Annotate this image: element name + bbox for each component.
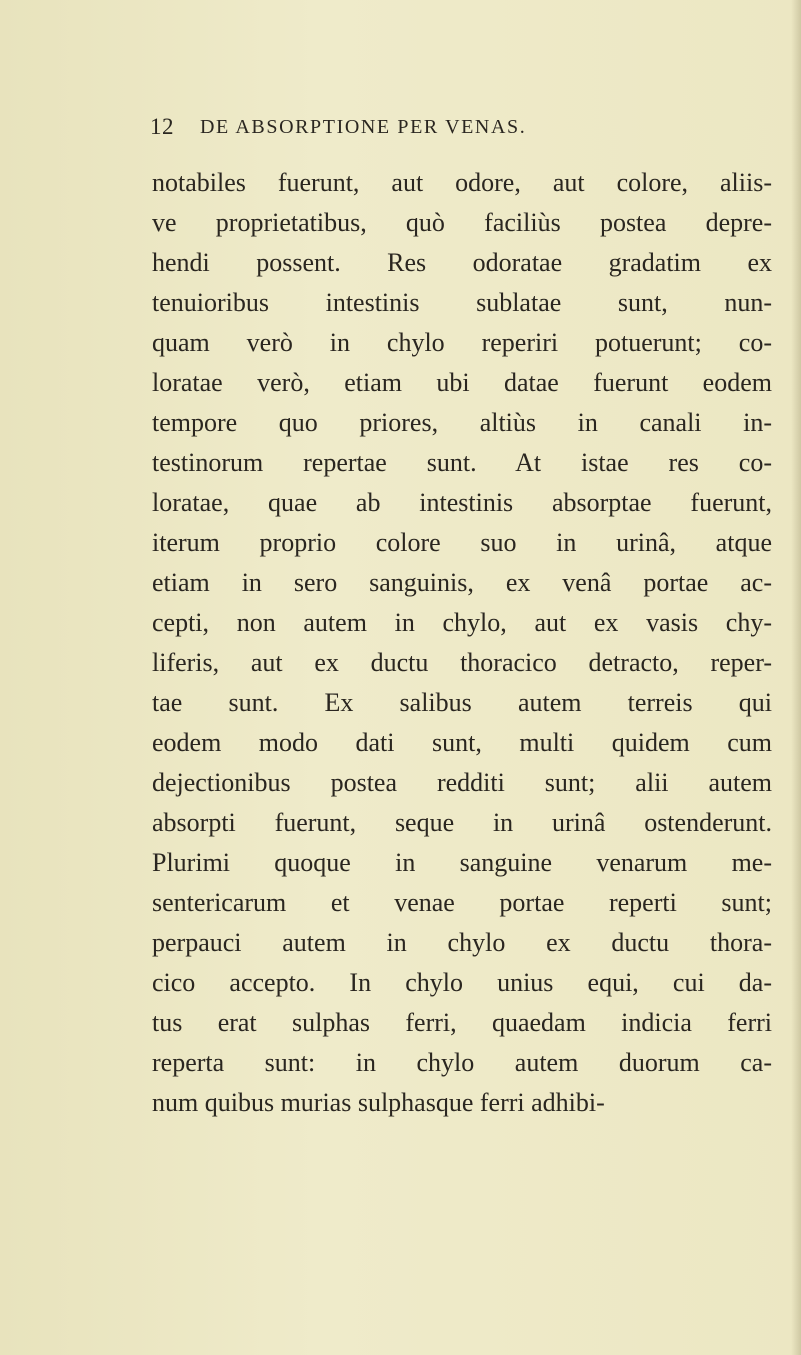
text-line: cepti, non autem in chylo, aut ex vasis chy-: [152, 608, 772, 637]
text-line: loratae, quae ab intestinis absorptae fuerunt,: [152, 488, 772, 517]
body-text: [152, 163, 772, 1123]
text-line: etiam in sero sanguinis, ex venâ portae ac-: [152, 568, 772, 597]
text-line: sentericarum et venae portae reperti sunt;: [152, 888, 772, 917]
text-line: tenuioribus intestinis sublatae sunt, nun-: [152, 288, 772, 317]
text-line: hendi possent. Res odoratae gradatim ex: [152, 248, 772, 277]
running-head: [150, 112, 690, 142]
text-line: iterum proprio colore suo in urinâ, atque: [152, 528, 772, 557]
text-line: tempore quo priores, altiùs in canali in-: [152, 408, 772, 437]
text-line: testinorum repertae sunt. At istae res co-: [152, 448, 772, 477]
text-line: Plurimi quoque in sanguine venarum me-: [152, 848, 772, 877]
text-line: reperta sunt: in chylo autem duorum ca-: [152, 1048, 772, 1077]
text-line: perpauci autem in chylo ex ductu thora-: [152, 928, 772, 957]
text-line: notabiles fuerunt, aut odore, aut colore, aliis-: [152, 168, 772, 197]
text-line: loratae verò, etiam ubi datae fuerunt eodem: [152, 368, 772, 397]
page-number: 12: [150, 114, 174, 139]
page-edge-shadow: [791, 0, 801, 1355]
text-line: liferis, aut ex ductu thoracico detracto, reper-: [152, 648, 772, 677]
text-line: absorpti fuerunt, seque in urinâ ostenderunt.: [152, 808, 772, 837]
text-line: cico accepto. In chylo unius equi, cui da-: [152, 968, 772, 997]
running-head-title: DE ABSORPTIONE PER VENAS.: [200, 116, 527, 138]
text-line: num quibus murias sulphasque ferri adhibi-: [152, 1088, 605, 1117]
text-line: quam verò in chylo reperiri potuerunt; co-: [152, 328, 772, 357]
text-line: eodem modo dati sunt, multi quidem cum: [152, 728, 772, 757]
text-line: tae sunt. Ex salibus autem terreis qui: [152, 688, 772, 717]
text-line: ve proprietatibus, quò faciliùs postea depre-: [152, 208, 772, 237]
text-line: tus erat sulphas ferri, quaedam indicia ferri: [152, 1008, 772, 1037]
text-line: dejectionibus postea redditi sunt; alii autem: [152, 768, 772, 797]
